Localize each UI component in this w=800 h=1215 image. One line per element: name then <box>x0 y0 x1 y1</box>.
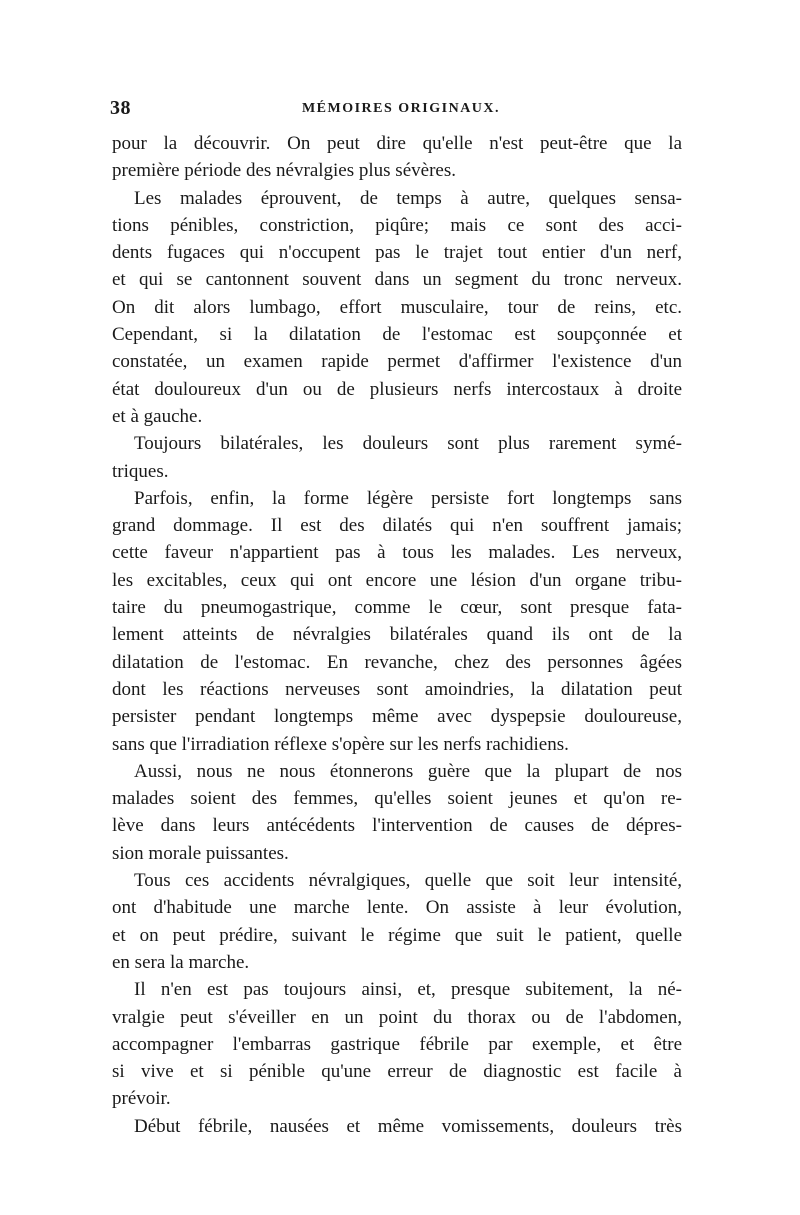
text-line: et qui se cantonnent souvent dans un segment du tronc nerveux. <box>112 269 682 291</box>
text-line: et à gauche. <box>112 405 203 427</box>
text-line: prévoir. <box>112 1088 171 1110</box>
text-line: sion morale puissantes. <box>112 842 289 864</box>
text-line: malades soient des femmes, qu'elles soient jeunes et qu'on re- <box>112 788 682 810</box>
text-line: cette faveur n'appartient pas à tous les malades. Les nerveux, <box>112 542 682 564</box>
text-line: constatée, un examen rapide permet d'affirmer l'existence d'un <box>112 351 682 373</box>
text-line: Parfois, enfin, la forme légère persiste fort longtemps sans <box>134 487 682 509</box>
text-line: Tous ces accidents névralgiques, quelle que soit leur intensité, <box>134 870 682 892</box>
text-line: Toujours bilatérales, les douleurs sont plus rarement symé- <box>134 433 682 455</box>
text-line: Aussi, nous ne nous étonnerons guère que la plupart de nos <box>134 760 682 782</box>
text-line: les excitables, ceux qui ont encore une lésion d'un organe tribu- <box>112 569 682 591</box>
text-line: première période des névralgies plus sévères. <box>112 160 456 182</box>
text-line: si vive et si pénible qu'une erreur de diagnostic est facile à <box>112 1061 682 1083</box>
text-line: état douloureux d'un ou de plusieurs nerfs intercostaux à droite <box>112 378 682 400</box>
text-line: lève dans leurs antécédents l'intervention de causes de dépres- <box>112 815 682 837</box>
text-line: sans que l'irradiation réflexe s'opère sur les nerfs rachidiens. <box>112 733 569 755</box>
text-line: lement atteints de névralgies bilatérales quand ils ont de la <box>112 624 682 646</box>
text-line: Cependant, si la dilatation de l'estomac est soupçonnée et <box>112 324 682 346</box>
text-line: dilatation de l'estomac. En revanche, chez des personnes âgées <box>112 651 682 673</box>
text-line: persister pendant longtemps même avec dyspepsie douloureuse, <box>112 706 682 728</box>
text-line: tions pénibles, constriction, piqûre; mais ce sont des acci- <box>112 214 682 236</box>
text-line: On dit alors lumbago, effort musculaire, tour de reins, etc. <box>112 296 682 318</box>
running-title: MÉMOIRES ORIGINAUX. <box>301 101 501 116</box>
text-line: ont d'habitude une marche lente. On assiste à leur évolution, <box>112 897 682 919</box>
page-number: 38 <box>110 97 131 119</box>
page-header <box>110 97 692 121</box>
text-line: et on peut prédire, suivant le régime que suit le patient, quelle <box>112 924 682 946</box>
text-line: grand dommage. Il est des dilatés qui n'en souffrent jamais; <box>112 515 682 537</box>
text-line: Il n'en est pas toujours ainsi, et, presque subitement, la né- <box>134 979 682 1001</box>
text-line: taire du pneumogastrique, comme le cœur, sont presque fata- <box>112 597 682 619</box>
text-line: Début fébrile, nausées et même vomissements, douleurs très <box>134 1115 682 1137</box>
text-line: en sera la marche. <box>112 951 250 973</box>
body-text <box>112 130 682 1140</box>
text-line: accompagner l'embarras gastrique fébrile par exemple, et être <box>112 1033 682 1055</box>
text-line: Les malades éprouvent, de temps à autre, quelques sensa- <box>134 187 682 209</box>
text-line: triques. <box>112 460 169 482</box>
text-line: vralgie peut s'éveiller en un point du thorax ou de l'abdomen, <box>112 1006 682 1028</box>
text-line: pour la découvrir. On peut dire qu'elle n'est peut-être que la <box>112 133 682 154</box>
text-line: dents fugaces qui n'occupent pas le trajet tout entier d'un nerf, <box>112 242 682 264</box>
text-line: dont les réactions nerveuses sont amoindries, la dilatation peut <box>112 678 682 700</box>
